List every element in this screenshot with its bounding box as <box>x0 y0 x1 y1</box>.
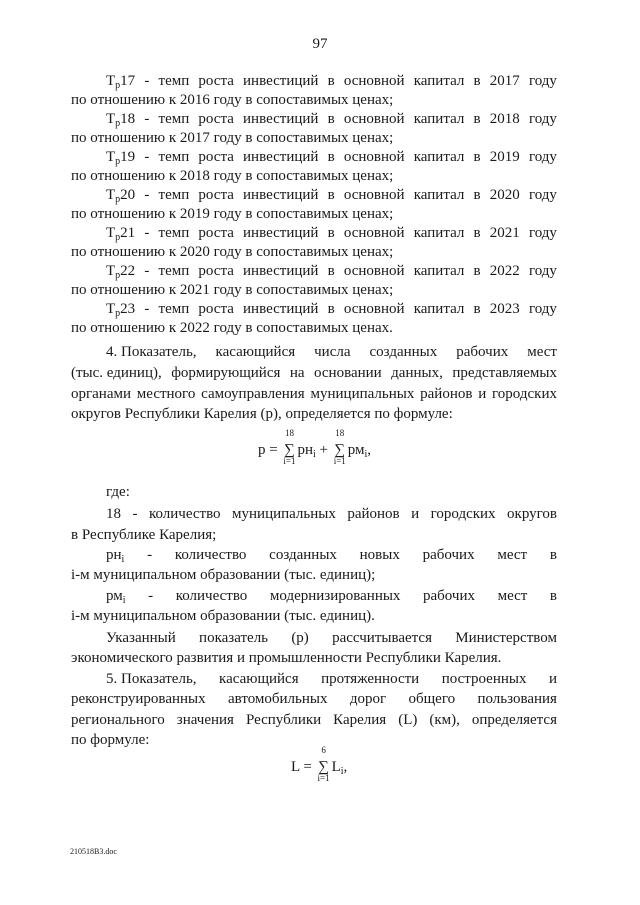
symbol-sub: i <box>122 595 126 606</box>
word: роста <box>198 149 234 165</box>
word: городских <box>492 386 557 402</box>
word: темп <box>158 149 190 165</box>
word: - <box>148 588 154 604</box>
word: построенных <box>441 671 527 687</box>
word: - <box>147 547 153 563</box>
word: роста <box>198 73 234 89</box>
tp-part: Т <box>106 111 116 127</box>
word: Карелия <box>333 712 387 728</box>
word: в <box>327 301 335 317</box>
word: самоуправления <box>201 386 305 402</box>
sum-upper: 18 <box>335 428 345 438</box>
word: роста <box>198 301 234 317</box>
word: основной <box>343 187 405 203</box>
where-label: где: <box>106 484 130 500</box>
word: Указанный <box>106 630 176 646</box>
word: основной <box>343 111 405 127</box>
tp-subscript: р <box>115 194 121 205</box>
tp-part: 22 <box>120 263 136 279</box>
word: роста <box>198 225 234 241</box>
tp-definition-continuation: по отношению к 2017 году в сопоставимых ценах; <box>71 130 394 146</box>
word: муниципальных <box>310 386 415 402</box>
tp-part: Т <box>106 187 116 203</box>
sum-symbol: ∑ 18 i=1 <box>333 442 347 459</box>
word: году <box>528 73 557 89</box>
word: основной <box>343 301 405 317</box>
word: - <box>144 73 150 89</box>
word: темп <box>158 225 190 241</box>
word: капитал <box>413 187 465 203</box>
tp-part: Т <box>106 73 116 89</box>
tp-symbol <box>106 300 135 318</box>
calc-line <box>106 629 557 647</box>
word: 2019 <box>489 149 520 165</box>
symbol-sub: i <box>121 554 125 565</box>
word: (тыс. единиц), <box>71 365 162 381</box>
word: в <box>473 73 481 89</box>
word: рассчитывается <box>332 630 432 646</box>
para4-line: округов Республики Карелия (p), определяется по формуле: <box>71 406 453 422</box>
word: местного <box>136 386 196 402</box>
word: мест <box>527 344 557 360</box>
word: формирующийся <box>171 365 281 381</box>
tp-definition-line <box>106 262 557 280</box>
word: 4. Показатель, <box>106 344 197 360</box>
word: новых <box>359 547 400 563</box>
word: основной <box>343 149 405 165</box>
word: 2023 <box>489 301 520 317</box>
word: в <box>473 111 481 127</box>
def-rm-line: i-м муниципальном образовании (тыс. единиц). <box>71 608 375 624</box>
word: мест <box>497 547 528 563</box>
formula-p <box>258 428 372 466</box>
tp-part: 19 <box>120 149 136 165</box>
word: основной <box>343 73 405 89</box>
tp-part: Т <box>106 149 116 165</box>
word: основании <box>314 365 382 381</box>
word: в <box>473 301 481 317</box>
word: и <box>548 671 557 687</box>
word: темп <box>158 111 190 127</box>
word: пользования <box>477 691 557 707</box>
word: инвестиций <box>243 111 319 127</box>
word: году <box>528 225 557 241</box>
def-18-line <box>106 505 557 523</box>
para5-line <box>106 670 557 688</box>
word: инвестиций <box>243 73 319 89</box>
tp-part: 20 <box>120 187 136 203</box>
word: данных, <box>391 365 443 381</box>
def-rn-line <box>106 546 557 564</box>
tp-definition-line <box>106 72 557 90</box>
para5-line: по формуле: <box>71 732 150 748</box>
word: созданных <box>369 344 438 360</box>
word: (p) <box>291 630 309 646</box>
word: числа <box>314 344 351 360</box>
tp-part: Т <box>106 225 116 241</box>
page-number: 97 <box>312 36 328 52</box>
word: году <box>528 263 557 279</box>
word: капитал <box>413 111 465 127</box>
tp-subscript: р <box>115 80 121 91</box>
word: инвестиций <box>243 225 319 241</box>
tp-symbol <box>106 110 135 128</box>
word: касающийся <box>219 671 299 687</box>
word: муниципальных <box>232 506 336 522</box>
tp-subscript: р <box>115 308 121 319</box>
tp-definition-line <box>106 110 557 128</box>
sum-lower: i=1 <box>333 456 346 466</box>
para4-line <box>71 364 557 382</box>
word: в <box>473 263 481 279</box>
tp-subscript: р <box>115 270 121 281</box>
tp-part: 23 <box>120 301 136 317</box>
para5-line <box>71 690 557 708</box>
word: темп <box>158 73 190 89</box>
word: - <box>144 149 150 165</box>
word: протяженности <box>321 671 420 687</box>
symbol-rn: $рн_i$ <box>106 547 125 565</box>
word: (км), <box>429 712 460 728</box>
tp-subscript: р <box>115 118 121 129</box>
word: в <box>473 187 481 203</box>
word: капитал <box>413 225 465 241</box>
word: в <box>549 547 557 563</box>
word: основной <box>343 225 405 241</box>
word: представляемых <box>452 365 557 381</box>
para4-line <box>71 385 557 403</box>
word: определяется <box>471 712 557 728</box>
tp-definition-continuation: по отношению к 2021 году в сопоставимых ценах; <box>71 282 394 298</box>
tp-symbol <box>106 72 135 90</box>
word: на <box>289 365 305 381</box>
word: органами <box>71 386 132 402</box>
word: городских <box>430 506 496 522</box>
def-rm-line <box>106 587 557 605</box>
tp-subscript: р <box>115 156 121 167</box>
tp-part: Т <box>106 263 116 279</box>
word: капитал <box>413 263 465 279</box>
word: дорог <box>349 691 387 707</box>
word: роста <box>198 263 234 279</box>
word: основной <box>343 263 405 279</box>
word: году <box>528 301 557 317</box>
index-i: i <box>313 449 316 460</box>
word: районов <box>420 386 473 402</box>
tp-symbol <box>106 224 135 242</box>
word: темп <box>158 187 190 203</box>
word: темп <box>158 301 190 317</box>
word: в <box>473 225 481 241</box>
tp-symbol <box>106 262 135 280</box>
tp-part: Т <box>106 301 116 317</box>
sum-upper: 6 <box>321 745 326 755</box>
word: - <box>144 263 150 279</box>
word: количество <box>175 588 248 604</box>
index-i: i <box>364 449 368 460</box>
word: регионального <box>71 712 165 728</box>
word: 5. Показатель, <box>106 671 197 687</box>
tp-definition-continuation: по отношению к 2018 году в сопоставимых ценах; <box>71 168 394 184</box>
word: значения <box>176 712 234 728</box>
def-18-line: в Республике Карелия; <box>71 527 217 543</box>
tp-definition-continuation: по отношению к 2022 году в сопоставимых ценах. <box>71 320 393 336</box>
word: и <box>411 506 420 522</box>
word: количество <box>148 506 221 522</box>
word: в <box>327 73 335 89</box>
word: в <box>327 263 335 279</box>
word: году <box>528 187 557 203</box>
word: - <box>144 111 150 127</box>
tp-subscript: р <box>115 232 121 243</box>
word: рабочих <box>422 547 475 563</box>
word: темп <box>158 263 190 279</box>
word: общего <box>408 691 456 707</box>
term-rn: рн <box>297 442 313 458</box>
tp-part: 18 <box>120 111 136 127</box>
tp-definition-continuation: по отношению к 2020 году в сопоставимых ценах; <box>71 244 394 260</box>
sum-lower: i=1 <box>283 456 296 466</box>
word: районов <box>347 506 400 522</box>
term-rm: рм <box>347 442 365 458</box>
tp-definition-line <box>106 186 557 204</box>
sum-symbol: ∑ 6 i=1 <box>317 759 331 776</box>
comma: , <box>343 759 348 775</box>
para4-line <box>106 343 557 361</box>
tp-definition-line <box>106 300 557 318</box>
word: капитал <box>413 149 465 165</box>
term-L: L <box>331 759 341 775</box>
word: капитал <box>413 73 465 89</box>
word: инвестиций <box>243 187 319 203</box>
word: - <box>132 506 138 522</box>
word: мест <box>497 588 528 604</box>
word: - <box>144 301 150 317</box>
word: автомобильных <box>227 691 328 707</box>
symbol-rm: $рм_i$ <box>106 588 126 606</box>
tp-symbol <box>106 186 135 204</box>
word: в <box>327 111 335 127</box>
word: году <box>528 149 557 165</box>
word: 2017 <box>489 73 520 89</box>
formula-p-lhs: p = <box>258 442 278 458</box>
word: в <box>327 225 335 241</box>
word: в <box>327 187 335 203</box>
tp-symbol <box>106 148 135 166</box>
word: 2018 <box>489 111 520 127</box>
word: рабочих <box>456 344 509 360</box>
formula-L <box>291 745 348 783</box>
formula-L-lhs: L = <box>291 759 312 775</box>
word: инвестиций <box>243 149 319 165</box>
word: реконструированных <box>71 691 206 707</box>
word: Министерством <box>455 630 557 646</box>
word: в <box>327 149 335 165</box>
word: округов <box>507 506 557 522</box>
word: 2021 <box>489 225 520 241</box>
word: показатель <box>199 630 269 646</box>
word: в <box>473 149 481 165</box>
word: рабочих <box>423 588 475 604</box>
tp-definition-continuation: по отношению к 2019 году в сопоставимых ценах; <box>71 206 394 222</box>
word: 18 <box>106 506 121 522</box>
tp-definition-line <box>106 224 557 242</box>
word: модернизированных <box>269 588 401 604</box>
comma: , <box>367 442 372 458</box>
index-i: i <box>340 766 344 777</box>
word: - <box>144 225 150 241</box>
word: 2022 <box>489 263 520 279</box>
sum-lower: i=1 <box>317 773 330 783</box>
word: в <box>549 588 557 604</box>
word: году <box>528 111 557 127</box>
tp-definition-continuation: по отношению к 2016 году в сопоставимых ценах; <box>71 92 394 108</box>
sum-upper: 18 <box>284 428 294 438</box>
word: созданных <box>269 547 337 563</box>
word: и <box>478 386 487 402</box>
sum-symbol: ∑ 18 i=1 <box>282 442 296 459</box>
word: 2020 <box>489 187 520 203</box>
word: роста <box>198 111 234 127</box>
para5-line <box>71 711 557 729</box>
word: инвестиций <box>243 301 319 317</box>
word: роста <box>198 187 234 203</box>
tp-part: 17 <box>120 73 136 89</box>
plus-sign: + <box>319 442 328 458</box>
word: количество <box>174 547 247 563</box>
tp-part: 21 <box>120 225 136 241</box>
word: касающийся <box>215 344 296 360</box>
word: - <box>144 187 150 203</box>
footer-filename: 210518В3.doc <box>70 847 117 856</box>
calc-line: экономического развития и промышленности Республики Карелия. <box>71 650 502 666</box>
word: (L) <box>398 712 418 728</box>
def-rn-line: i-м муниципальном образовании (тыс. единиц); <box>71 567 376 583</box>
word: инвестиций <box>243 263 319 279</box>
tp-definition-line <box>106 148 557 166</box>
word: капитал <box>413 301 465 317</box>
word: Республики <box>245 712 322 728</box>
